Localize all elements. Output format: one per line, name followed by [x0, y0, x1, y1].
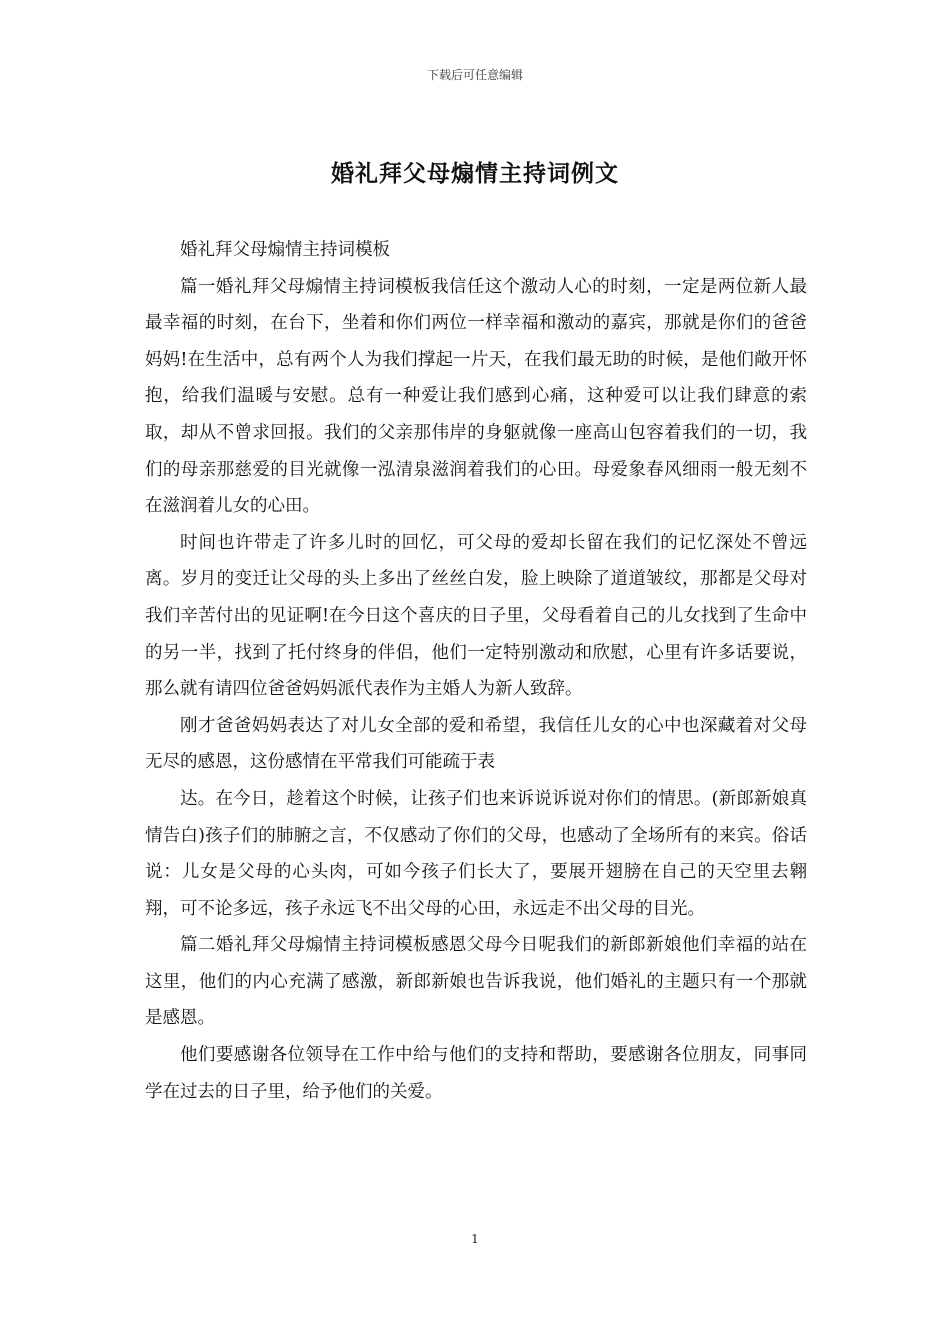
- document-title: 婚礼拜父母煽情主持词例文: [331, 160, 619, 187]
- paragraph: 时间也许带走了许多儿时的回忆，可父母的爱却长留在我们的记忆深处不曾远离。岁月的变迁让父母的头上多出了丝丝白发，脸上映除了道道皱纹，那都是父母对我们辛苦付出的见证啊!在今日这个喜庆的日子里，父母看着自己的儿女找到了生命中的另一半，找到了托付终身的伴侣，他们一定特别激动和欣慰，心里有许多话要说，那么就有请四位爸爸妈妈派代表作为主婚人为新人致辞。: [145, 532, 807, 700]
- paragraph: 篇二婚礼拜父母煽情主持词模板感恩父母今日呢我们的新郎新娘他们幸福的站在这里，他们的内心充满了感激，新郎新娘也告诉我说，他们婚礼的主题只有一个那就是感恩。: [145, 935, 807, 1029]
- paragraph-subtitle: 婚礼拜父母煽情主持词模板: [180, 240, 390, 260]
- page-number: 1: [471, 1232, 479, 1246]
- paragraph: 篇一婚礼拜父母煽情主持词模板我信任这个激动人心的时刻，一定是两位新人最最幸福的时刻，在台下，坐着和你们两位一样幸福和激动的嘉宾，那就是你们的爸爸妈妈!在生活中，总有两个人为我们撑起一片天，在我们最无助的时候，是他们敞开怀抱，给我们温暖与安慰。总有一种爱让我们感到心痛，这种爱可以让我们肆意的索取，却从不曾求回报。我们的父亲那伟岸的身躯就像一座高山包容着我们的一切，我们的母亲那慈爱的目光就像一泓清泉滋润着我们的心田。母爱象春风细雨一般无刻不在滋润着儿女的心田。: [145, 276, 807, 517]
- paragraph: 他们要感谢各位领导在工作中给与他们的支持和帮助，要感谢各位朋友，同事同学在过去的日子里，给予他们的关爱。: [145, 1045, 807, 1102]
- paragraph: 达。在今日，趁着这个时候，让孩子们也来诉说诉说对你们的情思。(新郎新娘真情告白)孩子们的肺腑之言，不仅感动了你们的父母，也感动了全场所有的来宾。俗话说：儿女是父母的心头肉，可如今孩子们长大了，要展开翅膀在自己的天空里去翱翔，可不论多远，孩子永远飞不出父母的心田，永远走不出父母的目光。: [145, 788, 807, 919]
- paragraph: 刚才爸爸妈妈表达了对儿女全部的爱和希望，我信任儿女的心中也深藏着对父母无尽的感恩，这份感情在平常我们可能疏于表: [145, 715, 807, 773]
- page-header: 下载后可任意编辑: [426, 68, 523, 82]
- document-body: [145, 232, 807, 1110]
